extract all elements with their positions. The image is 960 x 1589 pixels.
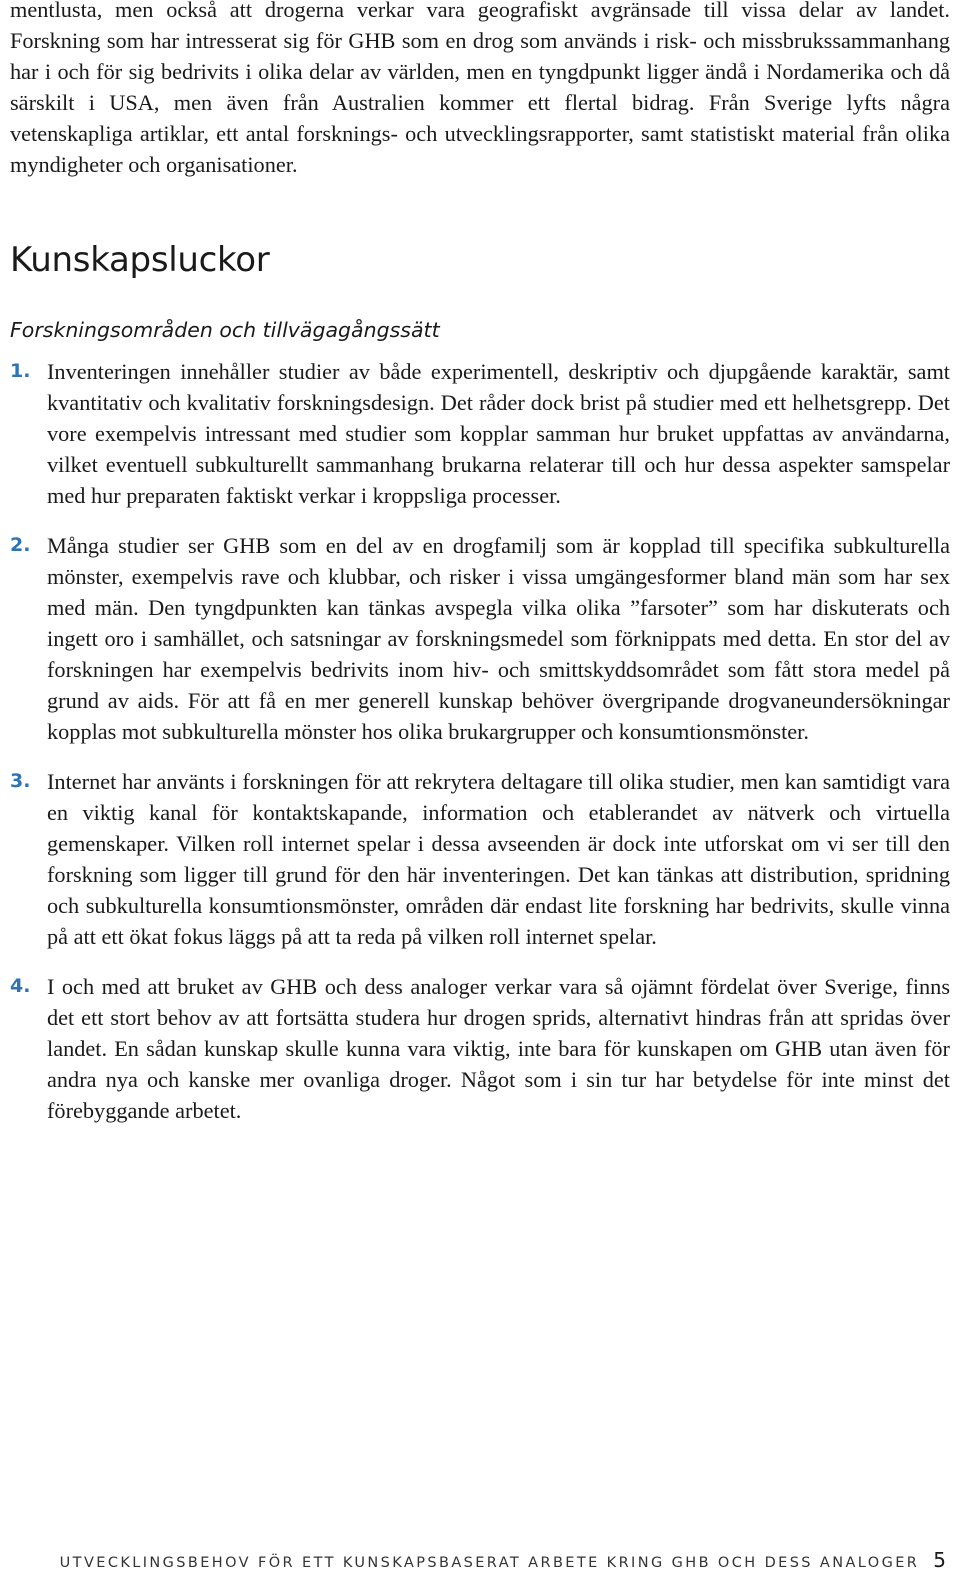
list-item	[10, 971, 950, 1126]
section-heading: Kunskapsluckor	[10, 240, 270, 280]
list-item-text: Många studier ser GHB som en del av en drogfamilj som är kopplad till specifika subkulturella mönster, exempelvis rave och klubbar, och risker i vissa umgängesformer bland män som har sex med män. Den tyngdpunkten kan tänkas avspegla vilka olika ”farsoter” som har diskuterats och ingett oro i samhället, och satsningar av forskningsmedel som förknippats med detta. En stor del av forskningen har exempelvis bedrivits inom hiv- och smittskyddsområdet som fått stora medel på grund av aids. För att få en mer generell kunskap behöver övergripande drogvaneundersökningar kopplas mot subkulturella mönster hos olika brukargrupper och konsumtionsmönster.	[47, 533, 950, 744]
list-item	[10, 766, 950, 952]
running-title: UTVECKLINGSBEHOV FÖR ETT KUNSKAPSBASERAT ARBETE KRING GHB OCH DESS ANALOGER	[59, 1555, 920, 1571]
knowledge-gaps-list	[10, 356, 950, 1126]
page-footer	[52, 1548, 946, 1578]
list-item-text: Inventeringen innehåller studier av både experimentell, deskriptiv och djupgående karaktär, samt kvantitativ och kvalitativ forskningsdesign. Det råder dock brist på studier med ett helhetsgrepp. Det vore exempelvis intressant med studier som kopplar samman hur bruket uppfattas av användarna, vilket eventuell subkulturellt sammanhang brukarna relaterar till och hur dessa aspekter samspelar med hur preparaten faktiskt verkar i kroppsliga processer.	[47, 359, 950, 508]
list-item-number: 3.	[10, 770, 31, 792]
list-item-text: I och med att bruket av GHB och dess analoger verkar vara så ojämnt fördelat över Sverige, finns det ett stort behov av att fortsätta studera hur drogen sprids, alternativt hindras från att spridas över landet. En sådan kunskap skulle kunna vara viktig, inte bara för kunskapen om GHB utan även för andra nya och kanske mer ovanliga droger. Något som i sin tur har betydelse för inte minst det förebyggande arbetet.	[47, 974, 950, 1123]
page-number: 5	[933, 1548, 946, 1572]
list-item-text: Internet har använts i forskningen för att rekrytera deltagare till olika studier, men kan samtidigt vara en viktig kanal för kontaktskapande, information och etablerandet av nätverk och virtuella gemenskaper. Vilken roll internet spelar i dessa avseenden är dock inte utforskat om vi ser till den forskning som ligger till grund för den här inventeringen. Det kan tänkas att distribution, spridning och subkulturella konsumtionsmönster, områden där endast lite forskning har bedrivits, skulle vinna på att ett ökat fokus läggs på att ta reda på vilken roll internet spelar.	[47, 769, 950, 949]
document-page	[10, 0, 950, 1145]
intro-paragraph: mentlusta, men också att drogerna verkar vara geografiskt avgränsade till vissa delar av landet. Forskning som har intresserat sig för GHB som en drog som används i risk- och missbrukssammanhang har i och för sig bedrivits i olika delar av världen, men en tyngdpunkt ligger ändå i Nordamerika och då särskilt i USA, men även från Australien kommer ett flertal bidrag. Från Sverige lyfts några vetenskapliga artiklar, ett antal forsknings- och utvecklingsrapporter, samt statistiskt material från olika myndigheter och organisationer.	[10, 0, 950, 177]
list-item-number: 1.	[10, 360, 31, 382]
list-item-number: 2.	[10, 534, 31, 556]
list-item-number: 4.	[10, 975, 31, 997]
section-subheading: Forskningsområden och tillvägagångssätt	[10, 318, 440, 342]
list-item	[10, 530, 950, 747]
list-item	[10, 356, 950, 511]
